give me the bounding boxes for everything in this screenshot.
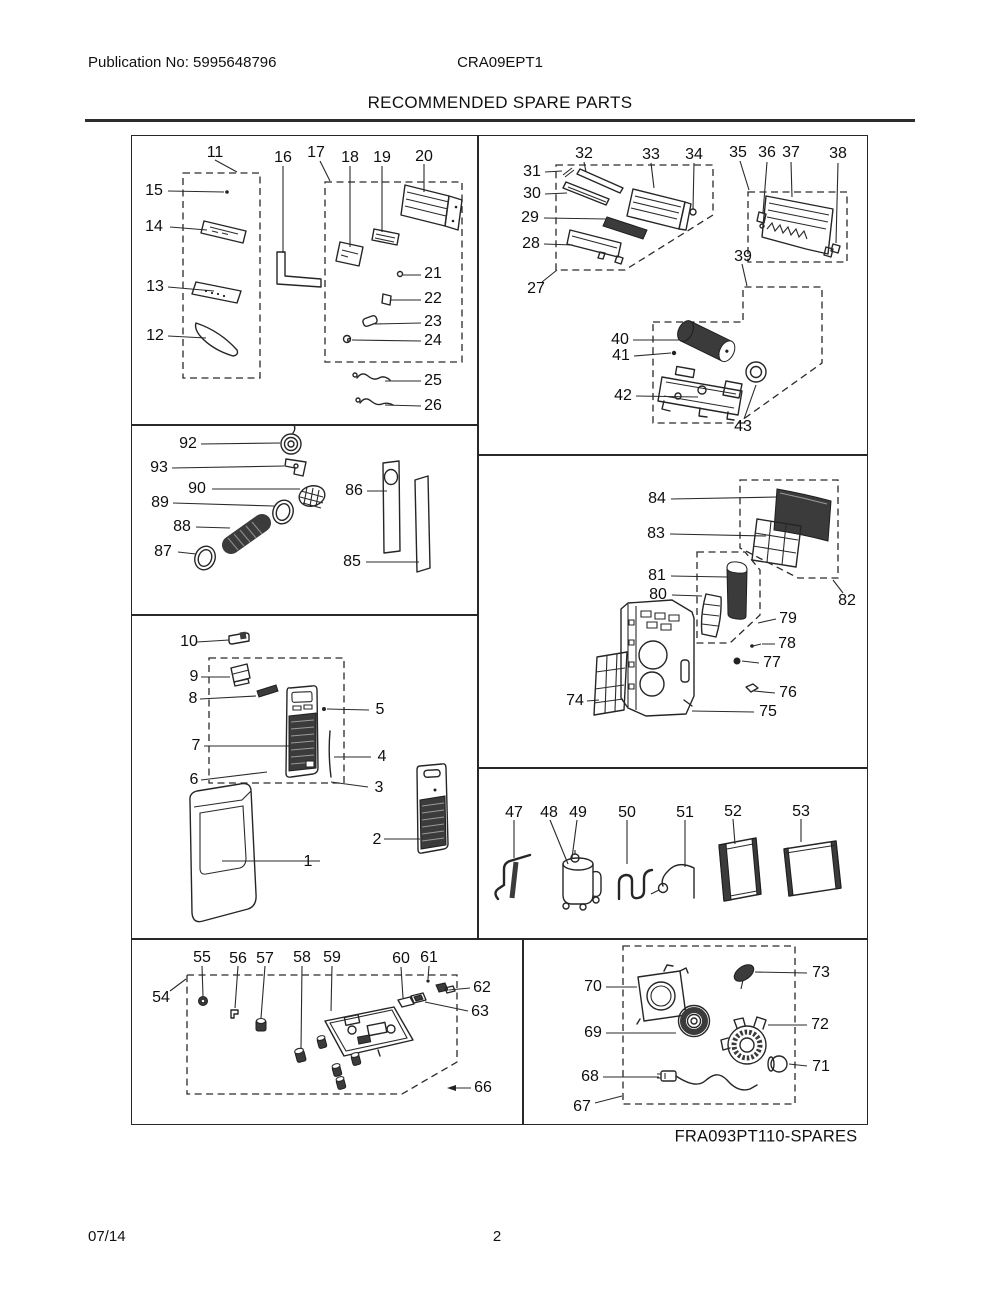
callout-34: 34 bbox=[685, 146, 703, 163]
callout-51: 51 bbox=[676, 804, 694, 821]
callout-32: 32 bbox=[575, 145, 593, 162]
callout-63: 63 bbox=[471, 1003, 489, 1020]
callout-93: 93 bbox=[150, 459, 168, 476]
callout-89: 89 bbox=[151, 494, 169, 511]
callout-73: 73 bbox=[812, 964, 830, 981]
callout-52: 52 bbox=[724, 803, 742, 820]
callout-24: 24 bbox=[424, 332, 442, 349]
callout-67: 67 bbox=[573, 1098, 591, 1115]
callout-35: 35 bbox=[729, 144, 747, 161]
callout-59: 59 bbox=[323, 949, 341, 966]
callout-58: 58 bbox=[293, 949, 311, 966]
callout-76: 76 bbox=[779, 684, 797, 701]
callout-9: 9 bbox=[189, 668, 199, 685]
model-number: CRA09EPT1 bbox=[457, 54, 543, 71]
callout-18: 18 bbox=[341, 149, 359, 166]
callout-57: 57 bbox=[256, 950, 274, 967]
callout-1: 1 bbox=[303, 853, 313, 870]
callout-53: 53 bbox=[792, 803, 810, 820]
callout-77: 77 bbox=[763, 654, 781, 671]
callout-14: 14 bbox=[145, 218, 163, 235]
callout-56: 56 bbox=[229, 950, 247, 967]
callout-47: 47 bbox=[505, 804, 523, 821]
callout-15: 15 bbox=[145, 182, 163, 199]
callout-6: 6 bbox=[189, 771, 199, 788]
callout-21: 21 bbox=[424, 265, 442, 282]
callout-71: 71 bbox=[812, 1058, 830, 1075]
callout-37: 37 bbox=[782, 144, 800, 161]
callout-84: 84 bbox=[648, 490, 666, 507]
callout-54: 54 bbox=[152, 989, 170, 1006]
callout-79: 79 bbox=[779, 610, 797, 627]
callout-85: 85 bbox=[343, 553, 361, 570]
callout-5: 5 bbox=[375, 701, 385, 718]
callout-28: 28 bbox=[522, 235, 540, 252]
callout-66: 66 bbox=[474, 1079, 492, 1096]
callout-69: 69 bbox=[584, 1024, 602, 1041]
callout-40: 40 bbox=[611, 331, 629, 348]
callout-78: 78 bbox=[778, 635, 796, 652]
callout-25: 25 bbox=[424, 372, 442, 389]
callout-83: 83 bbox=[647, 525, 665, 542]
callout-55: 55 bbox=[193, 949, 211, 966]
callout-61: 61 bbox=[420, 949, 438, 966]
callout-12: 12 bbox=[146, 327, 164, 344]
callout-10: 10 bbox=[180, 633, 198, 650]
callout-22: 22 bbox=[424, 290, 442, 307]
callout-3: 3 bbox=[374, 779, 384, 796]
callout-60: 60 bbox=[392, 950, 410, 967]
callout-13: 13 bbox=[146, 278, 164, 295]
callout-43: 43 bbox=[734, 418, 752, 435]
callout-70: 70 bbox=[584, 978, 602, 995]
callout-90: 90 bbox=[188, 480, 206, 497]
callout-33: 33 bbox=[642, 146, 660, 163]
callout-74: 74 bbox=[566, 692, 584, 709]
callout-36: 36 bbox=[758, 144, 776, 161]
publication-number: Publication No: 5995648796 bbox=[88, 54, 277, 71]
footer-page-number: 2 bbox=[492, 1228, 502, 1245]
callout-8: 8 bbox=[188, 690, 198, 707]
callout-27: 27 bbox=[527, 280, 545, 297]
callout-29: 29 bbox=[521, 209, 539, 226]
callout-80: 80 bbox=[649, 586, 667, 603]
callout-41: 41 bbox=[612, 347, 630, 364]
diagram-caption: FRA093PT110-SPARES bbox=[674, 1127, 858, 1146]
callout-7: 7 bbox=[191, 737, 201, 754]
callout-87: 87 bbox=[154, 543, 172, 560]
callout-92: 92 bbox=[179, 435, 197, 452]
callout-26: 26 bbox=[424, 397, 442, 414]
callout-19: 19 bbox=[373, 149, 391, 166]
page-title: RECOMMENDED SPARE PARTS bbox=[367, 93, 633, 112]
callout-17: 17 bbox=[307, 144, 325, 161]
callout-11: 11 bbox=[206, 144, 224, 161]
callout-20: 20 bbox=[415, 148, 433, 165]
callout-75: 75 bbox=[759, 703, 777, 720]
callout-81: 81 bbox=[648, 567, 666, 584]
callout-82: 82 bbox=[838, 592, 856, 609]
callout-2: 2 bbox=[372, 831, 382, 848]
callout-62: 62 bbox=[473, 979, 491, 996]
callout-30: 30 bbox=[523, 185, 541, 202]
callout-4: 4 bbox=[377, 748, 387, 765]
callout-68: 68 bbox=[581, 1068, 599, 1085]
callout-39: 39 bbox=[734, 248, 752, 265]
callout-88: 88 bbox=[173, 518, 191, 535]
callout-48: 48 bbox=[540, 804, 558, 821]
callout-23: 23 bbox=[424, 313, 442, 330]
callout-50: 50 bbox=[618, 804, 636, 821]
callout-86: 86 bbox=[345, 482, 363, 499]
footer-date: 07/14 bbox=[88, 1228, 126, 1245]
callout-49: 49 bbox=[569, 804, 587, 821]
callout-72: 72 bbox=[811, 1016, 829, 1033]
callout-42: 42 bbox=[614, 387, 632, 404]
callout-38: 38 bbox=[829, 145, 847, 162]
callout-31: 31 bbox=[523, 163, 541, 180]
callout-16: 16 bbox=[274, 149, 292, 166]
